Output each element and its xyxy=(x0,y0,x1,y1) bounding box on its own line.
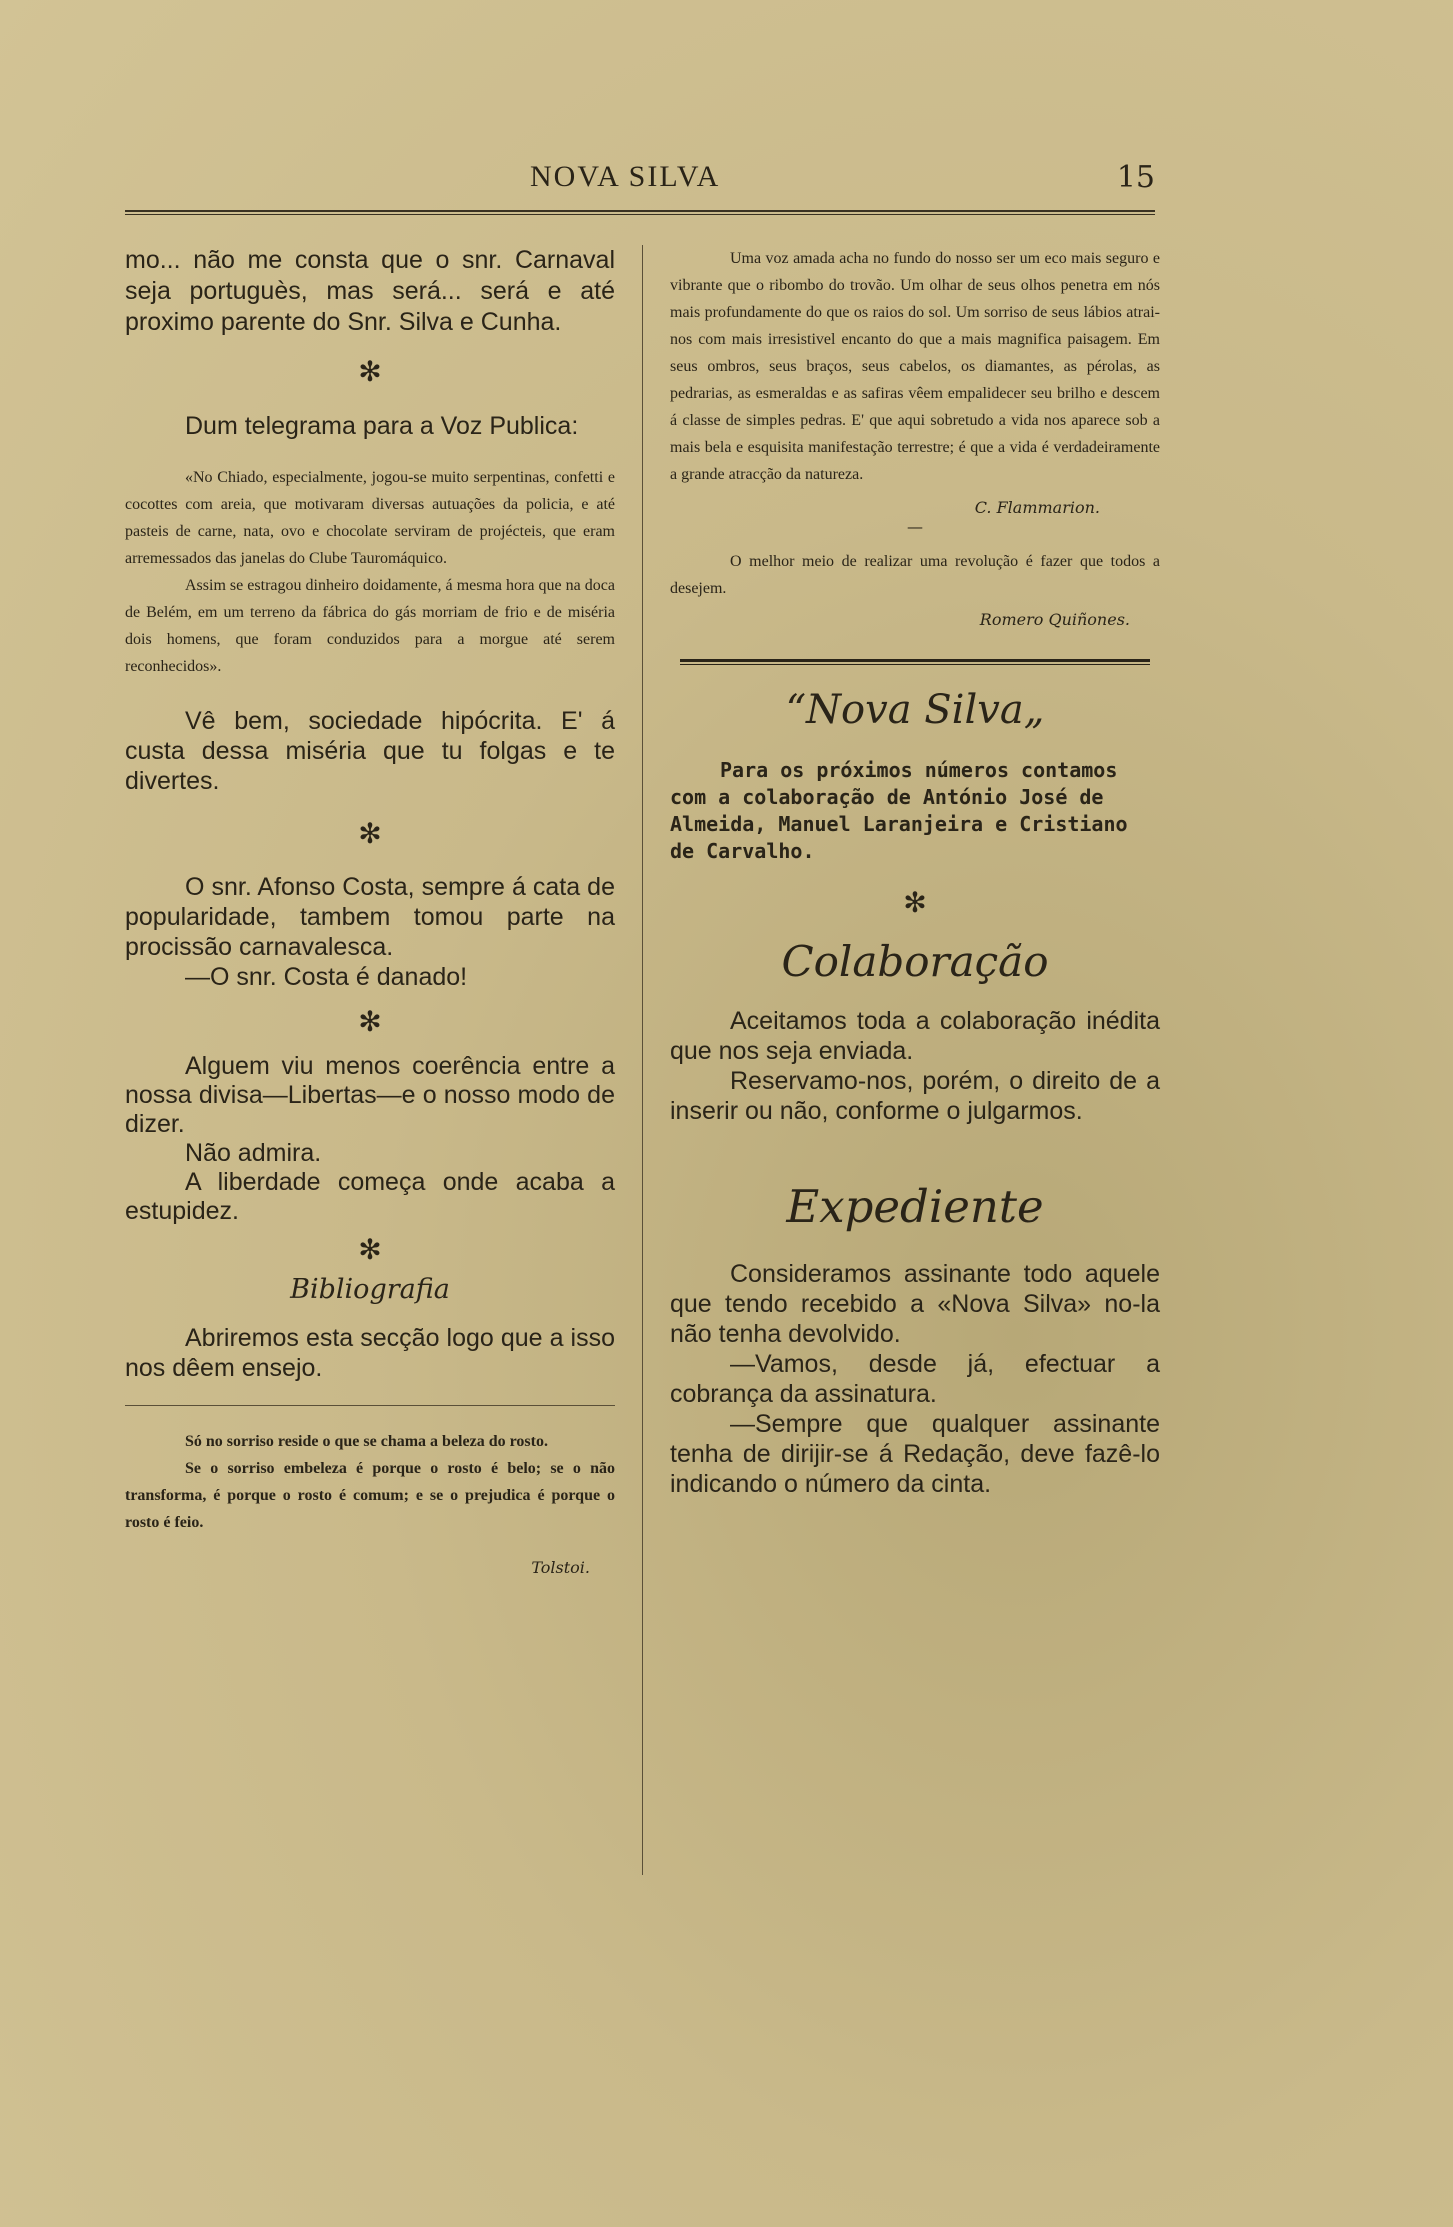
tolstoi-signature: Tolstoi. xyxy=(531,1558,590,1577)
asterism-1: ✻ xyxy=(358,355,382,388)
paragraph-nao-admira: Não admira. xyxy=(185,1139,322,1167)
paragraph-colaboracao-2: Reservamo-nos, porém, o direito de a inserir ou não, conforme o julgarmos. xyxy=(670,1067,1160,1125)
publication-title: NOVA SILVA xyxy=(530,160,721,193)
asterism-5: ✻ xyxy=(903,886,927,919)
paragraph-liberdade: A liberdade começa onde acaba a estupidez. xyxy=(125,1168,615,1225)
asterism-2: ✻ xyxy=(358,817,382,850)
quinones-quote: O melhor meio de realizar uma revolução é fazer que todos a desejem. xyxy=(670,553,1160,597)
quote-belem: Assim se estragou dinheiro doidamente, á mesma hora que na doca de Belém, em um terreno da fábrica do gás morriam de frio e de miséria dois homens, que foram conduzidos para a morgue até serem reconhecidos». xyxy=(125,577,615,675)
paragraph-expediente-3: —Sempre que qualquer assinante tenha de dirijir-se á Redação, deve fazê-lo indicando o número da cinta. xyxy=(670,1410,1160,1498)
asterism-4: ✻ xyxy=(358,1233,382,1266)
page-header xyxy=(125,160,1155,210)
section-rule-thick xyxy=(680,659,1150,665)
paragraph-libertas: Alguem viu menos coerência entre a nossa divisa—Libertas—e o nosso modo de dizer. xyxy=(125,1052,615,1138)
paragraph-afonso-costa: O snr. Afonso Costa, sempre á cata de popularidade, tambem tomou parte na procissão carnavalesca. xyxy=(125,873,615,961)
page-number: 15 xyxy=(1116,160,1155,195)
nova-silva-heading: “Nova Silva„ xyxy=(785,687,1045,733)
expediente-heading: Expediente xyxy=(786,1180,1044,1233)
tolstoi-quote-2: Se o sorriso embeleza é porque o rosto é belo; se o não transforma, é porque o rosto é comum; e se o prejudica é porque o rosto é feio. xyxy=(125,1460,615,1531)
right-column xyxy=(670,245,1160,1499)
flammarion-signature: C. Flammarion. xyxy=(974,498,1100,517)
paragraph-danado: —O snr. Costa é danado! xyxy=(185,963,468,991)
header-rule xyxy=(125,210,1155,215)
paragraph-sociedade: Vê bem, sociedade hipócrita. E' á custa dessa miséria que tu folgas e te divertes. xyxy=(125,707,615,795)
paragraph-telegrama: Dum telegrama para a Voz Publica: xyxy=(185,412,579,440)
paragraph-carnaval: mo... não me consta que o snr. Carnaval seja portuguès, mas será... será e até proximo parente do Snr. Silva e Cunha. xyxy=(125,246,615,336)
quote-chiado: «No Chiado, especialmente, jogou-se muito serpentinas, confetti e cocottes com areia, que motivaram diversas autuações da policia, e até pasteis de carne, nata, ovo e chocolate serviram de projécteis, que eram arremessados das janelas do Clube Tauromáquico. xyxy=(125,469,615,567)
tolstoi-quote-1: Só no sorriso reside o que se chama a beleza do rosto. xyxy=(185,1433,548,1450)
column-divider xyxy=(642,245,643,1875)
asterism-3: ✻ xyxy=(358,1005,382,1038)
colaboracao-heading: Colaboração xyxy=(781,937,1049,986)
left-column xyxy=(125,245,615,1577)
bibliografia-heading: Bibliografia xyxy=(290,1274,450,1305)
paragraph-bibliografia: Abriremos esta secção logo que a isso nos dêem ensejo. xyxy=(125,1324,615,1382)
section-rule xyxy=(125,1405,615,1406)
paragraph-expediente-2: —Vamos, desde já, efectuar a cobrança da assinatura. xyxy=(670,1350,1160,1408)
paragraph-colaboracao-1: Aceitamos toda a colaboração inédita que nos seja enviada. xyxy=(670,1007,1160,1065)
quinones-signature: Romero Quiñones. xyxy=(979,610,1130,629)
flammarion-quote: Uma voz amada acha no fundo do nosso ser um eco mais seguro e vibrante que o ribombo do trovão. Um olhar de seus olhos penetra em nós mais profundamente do que os raios do sol. Um sorriso de seus lábios atrai-nos com mais irresistivel encanto do que a mais magnifica paisagem. Em seus ombros, seus braços, seus cabelos, os diamantes, as pérolas, as pedrarias, as esmeraldas e as safiras vêem empalidecer seu brilho e descem á classe de simples pedras. E' que aqui sobretudo a vida nos aparece sob a mais bela e esquisita manifestação terrestre; é que a vida é verdadeiramente a grande atracção da natureza. xyxy=(670,250,1160,483)
separator-dash: — xyxy=(907,517,923,536)
paragraph-expediente-1: Consideramos assinante todo aquele que tendo recebido a «Nova Silva» no-la não tenha devolvido. xyxy=(670,1260,1160,1348)
nova-silva-announcement: Para os próximos números contamos com a colaboração de António José de Almeida, Manuel Laranjeira e Cristiano de Carvalho. xyxy=(670,758,1128,863)
